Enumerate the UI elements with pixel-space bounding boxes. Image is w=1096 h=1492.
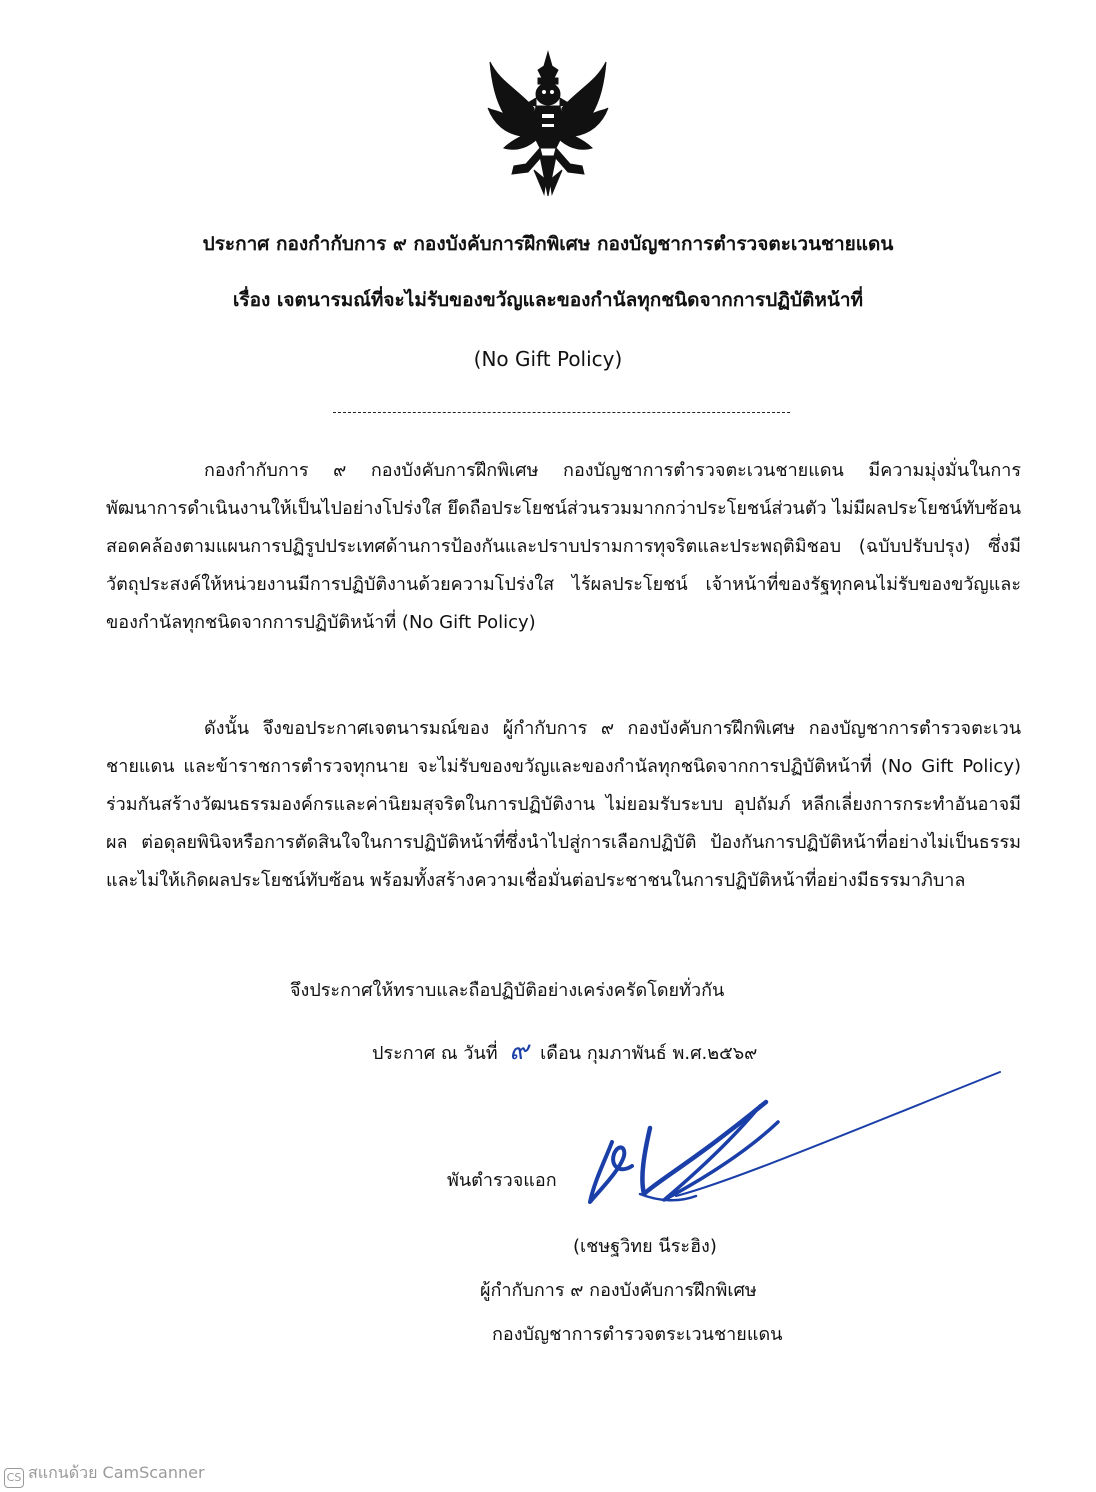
date-month-label: เดือน [540, 1043, 582, 1064]
camscanner-watermark [4, 1461, 205, 1488]
announcement-subject: เรื่อง เจตนารมณ์ที่จะไม่รับของขวัญและของกำนัลทุกชนิดจากการปฏิบัติหน้าที่ [232, 289, 864, 311]
signatory-rank: พันตำรวจแอก [447, 1170, 557, 1191]
date-day: ๙ [509, 1036, 529, 1066]
date-year: พ.ศ.๒๕๖๙ [672, 1043, 758, 1064]
handwritten-signature [580, 1062, 1010, 1222]
garuda-emblem-icon [486, 48, 610, 198]
announcement-title: ประกาศ กองกำกับการ ๙ กองบังคับการฝึกพิเศษ กองบัญชาการตำรวจตะเวนชายแดน [202, 233, 894, 255]
body-paragraph-2: ดังนั้น จึงขอประกาศเจตนารมณ์ของ ผู้กำกับการ ๙ กองบังคับการฝึกพิเศษ กองบัญชาการตำรวจตะเวนชายแดน และข้าราชการตำรวจทุกนาย จะไม่รับของขวัญและของกำนัลทุกชนิดจากการปฏิบัติหน้าที่ (No Gift Policy) ร่วมกันสร้างวัฒนธรรมองค์กรและค่านิยมสุจริตในการปฏิบัติงาน ไม่ยอมรับระบบ อุปถัมภ์ หลีกเลี่ยงการกระทำอันอาจมีผล ต่อดุลยพินิจหรือการตัดสินใจในการปฏิบัติหน้าที่ซึ่งนำไปสู่การเลือกปฏิบัติ ป้องกันการปฏิบัติหน้าที่อย่างไม่เป็นธรรม และไม่ให้เกิดผลประโยชน์ทับซ้อน พร้อมทั้งสร้างความเชื่อมั่นต่อประชาชนในการปฏิบัติหน้าที่อย่างมีธรรมาภิบาล [106, 718, 1021, 891]
date-month: กุมภาพันธ์ [586, 1043, 667, 1064]
date-prefix: ประกาศ ณ วันที่ [372, 1043, 498, 1064]
body-paragraph-1: กองกำกับการ ๙ กองบังคับการฝึกพิเศษ กองบัญชาการตำรวจตะเวนชายแดน มีความมุ่งมั่นในการพัฒนาการดำเนินงานให้เป็นไปอย่างโปร่งใส ยึดถือประโยชน์ส่วนรวมมากกว่าประโยชน์ส่วนตัว ไม่มีผลประโยชน์ทับซ้อน สอดคล้องตามแผนการปฏิรูปประเทศด้านการป้องกันและปราบปรามการทุจริตและประพฤติมิชอบ (ฉบับปรับปรุง) ซึ่งมีวัตถุประสงค์ให้หน่วยงานมีการปฏิบัติงานด้วยความโปร่งใส ไร้ผลประโยชน์ เจ้าหน้าที่ของรัฐทุกคนไม่รับของขวัญและของกำนัลทุกชนิดจากการปฏิบัติหน้าที่ (No Gift Policy) [106, 460, 1021, 633]
policy-name: (No Gift Policy) [473, 347, 623, 371]
closing-statement: จึงประกาศให้ทราบและถือปฏิบัติอย่างเคร่งครัดโดยทั่วกัน [290, 980, 725, 1001]
camscanner-text: สแกนด้วย CamScanner [28, 1463, 205, 1482]
signatory-position-2: กองบัญชาการตำรวจตระเวนชายแดน [492, 1324, 783, 1345]
signatory-name: (เชษฐวิทย นีระฮิง) [573, 1236, 717, 1257]
camscanner-logo-icon: CS [4, 1468, 24, 1488]
signatory-position-1: ผู้กำกับการ ๙ กองบังคับการฝึกพิเศษ [480, 1280, 757, 1301]
section-divider [333, 412, 790, 413]
